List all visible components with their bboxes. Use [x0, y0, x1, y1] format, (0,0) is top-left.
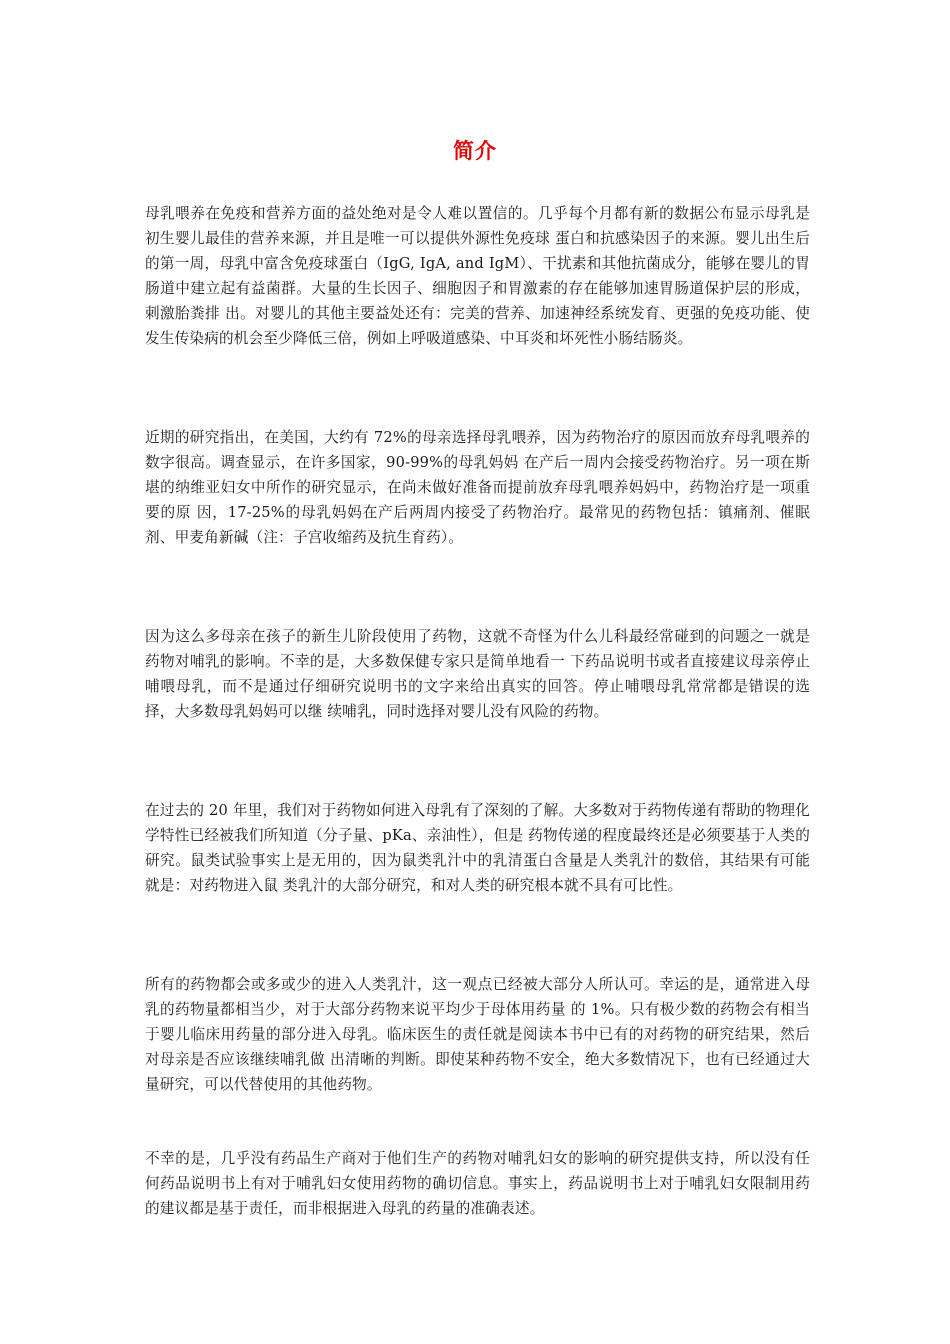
paragraph-6: 不幸的是，几乎没有药品生产商对于他们生产的药物对哺乳妇女的影响的研究提供支持，所以没有任何药品说明书上有对于哺乳妇女使用药物的确切信息。事实上，药品说明书上对于哺乳妇女限制用药的建议都是基于责任，而非根据进入母乳的药量的准确表述。 — [145, 1150, 810, 1217]
paragraph-4: 在过去的 20 年里，我们对于药物如何进入母乳有了深刻的了解。大多数对于药物传递有帮助的物理化学特性已经被我们所知道（分子量、pKa、亲油性），但是 药物传递的程度最终还是必须要基于人类的研究。鼠类试验事实上是无用的，因为鼠类乳汁中的乳清蛋白含量是人类乳汁的数倍，其结果有可能就是：对药物进入鼠 类乳汁的大部分研究，和对人类的研究根本就不具有可比性。 — [145, 802, 810, 894]
paragraph-1: 母乳喂养在免疫和营养方面的益处绝对是令人难以置信的。几乎每个月都有新的数据公布显示母乳是初生婴儿最佳的营养来源，并且是唯一可以提供外源性免疫球 蛋白和抗感染因子的来源。婴儿出生后的第一周，母乳中富含免疫球蛋白（IgG, IgA, and IgM）、干扰素和其他抗菌成分，能够在婴儿的胃肠道中建立起有益菌群。大量的生长因子、细胞因子和胃激素的存在能够加速胃肠道保护层的形成，刺激胎粪排 出。对婴儿的其他主要益处还有：完美的营养、加速神经系统发育、更强的免疫功能、使发生传染病的机会至少降低三倍，例如上呼吸道感染、中耳炎和坏死性小肠结肠炎。 — [145, 205, 810, 347]
page-title: 简介 — [453, 138, 497, 163]
paragraph-5: 所有的药物都会或多或少的进入人类乳汁，这一观点已经被大部分人所认可。幸运的是，通常进入母乳的药物量都相当少，对于大部分药物来说平均少于母体用药量 的 1%。只有极少数的药物会有相当于婴儿临床用药量的部分进入母乳。临床医生的责任就是阅读本书中已有的对药物的研究结果，然后对母亲是否应该继续哺乳做 出清晰的判断。即使某种药物不安全，绝大多数情况下，也有已经通过大量研究，可以代替使用的其他药物。 — [145, 976, 810, 1093]
paragraph-2: 近期的研究指出，在美国，大约有 72%的母亲选择母乳喂养，因为药物治疗的原因而放弃母乳喂养的数字很高。调查显示，在许多国家，90-99%的母乳妈妈 在产后一周内会接受药物治疗。另一项在斯堪的纳维亚妇女中所作的研究显示，在尚未做好准备而提前放弃母乳喂养妈妈中，药物治疗是一项重要的原 因，17-25%的母乳妈妈在产后两周内接受了药物治疗。最常见的药物包括：镇痛剂、催眠剂、甲麦角新碱（注：子宫收缩药及抗生育药）。 — [145, 429, 810, 546]
paragraph-3: 因为这么多母亲在孩子的新生儿阶段使用了药物，这就不奇怪为什么儿科最经常碰到的问题之一就是药物对哺乳的影响。不幸的是，大多数保健专家只是简单地看一 下药品说明书或者直接建议母亲停止哺喂母乳，而不是通过仔细研究说明书的文字来给出真实的回答。停止哺喂母乳常常都是错误的选择，大多数母乳妈妈可以继 续哺乳，同时选择对婴儿没有风险的药物。 — [145, 628, 810, 720]
